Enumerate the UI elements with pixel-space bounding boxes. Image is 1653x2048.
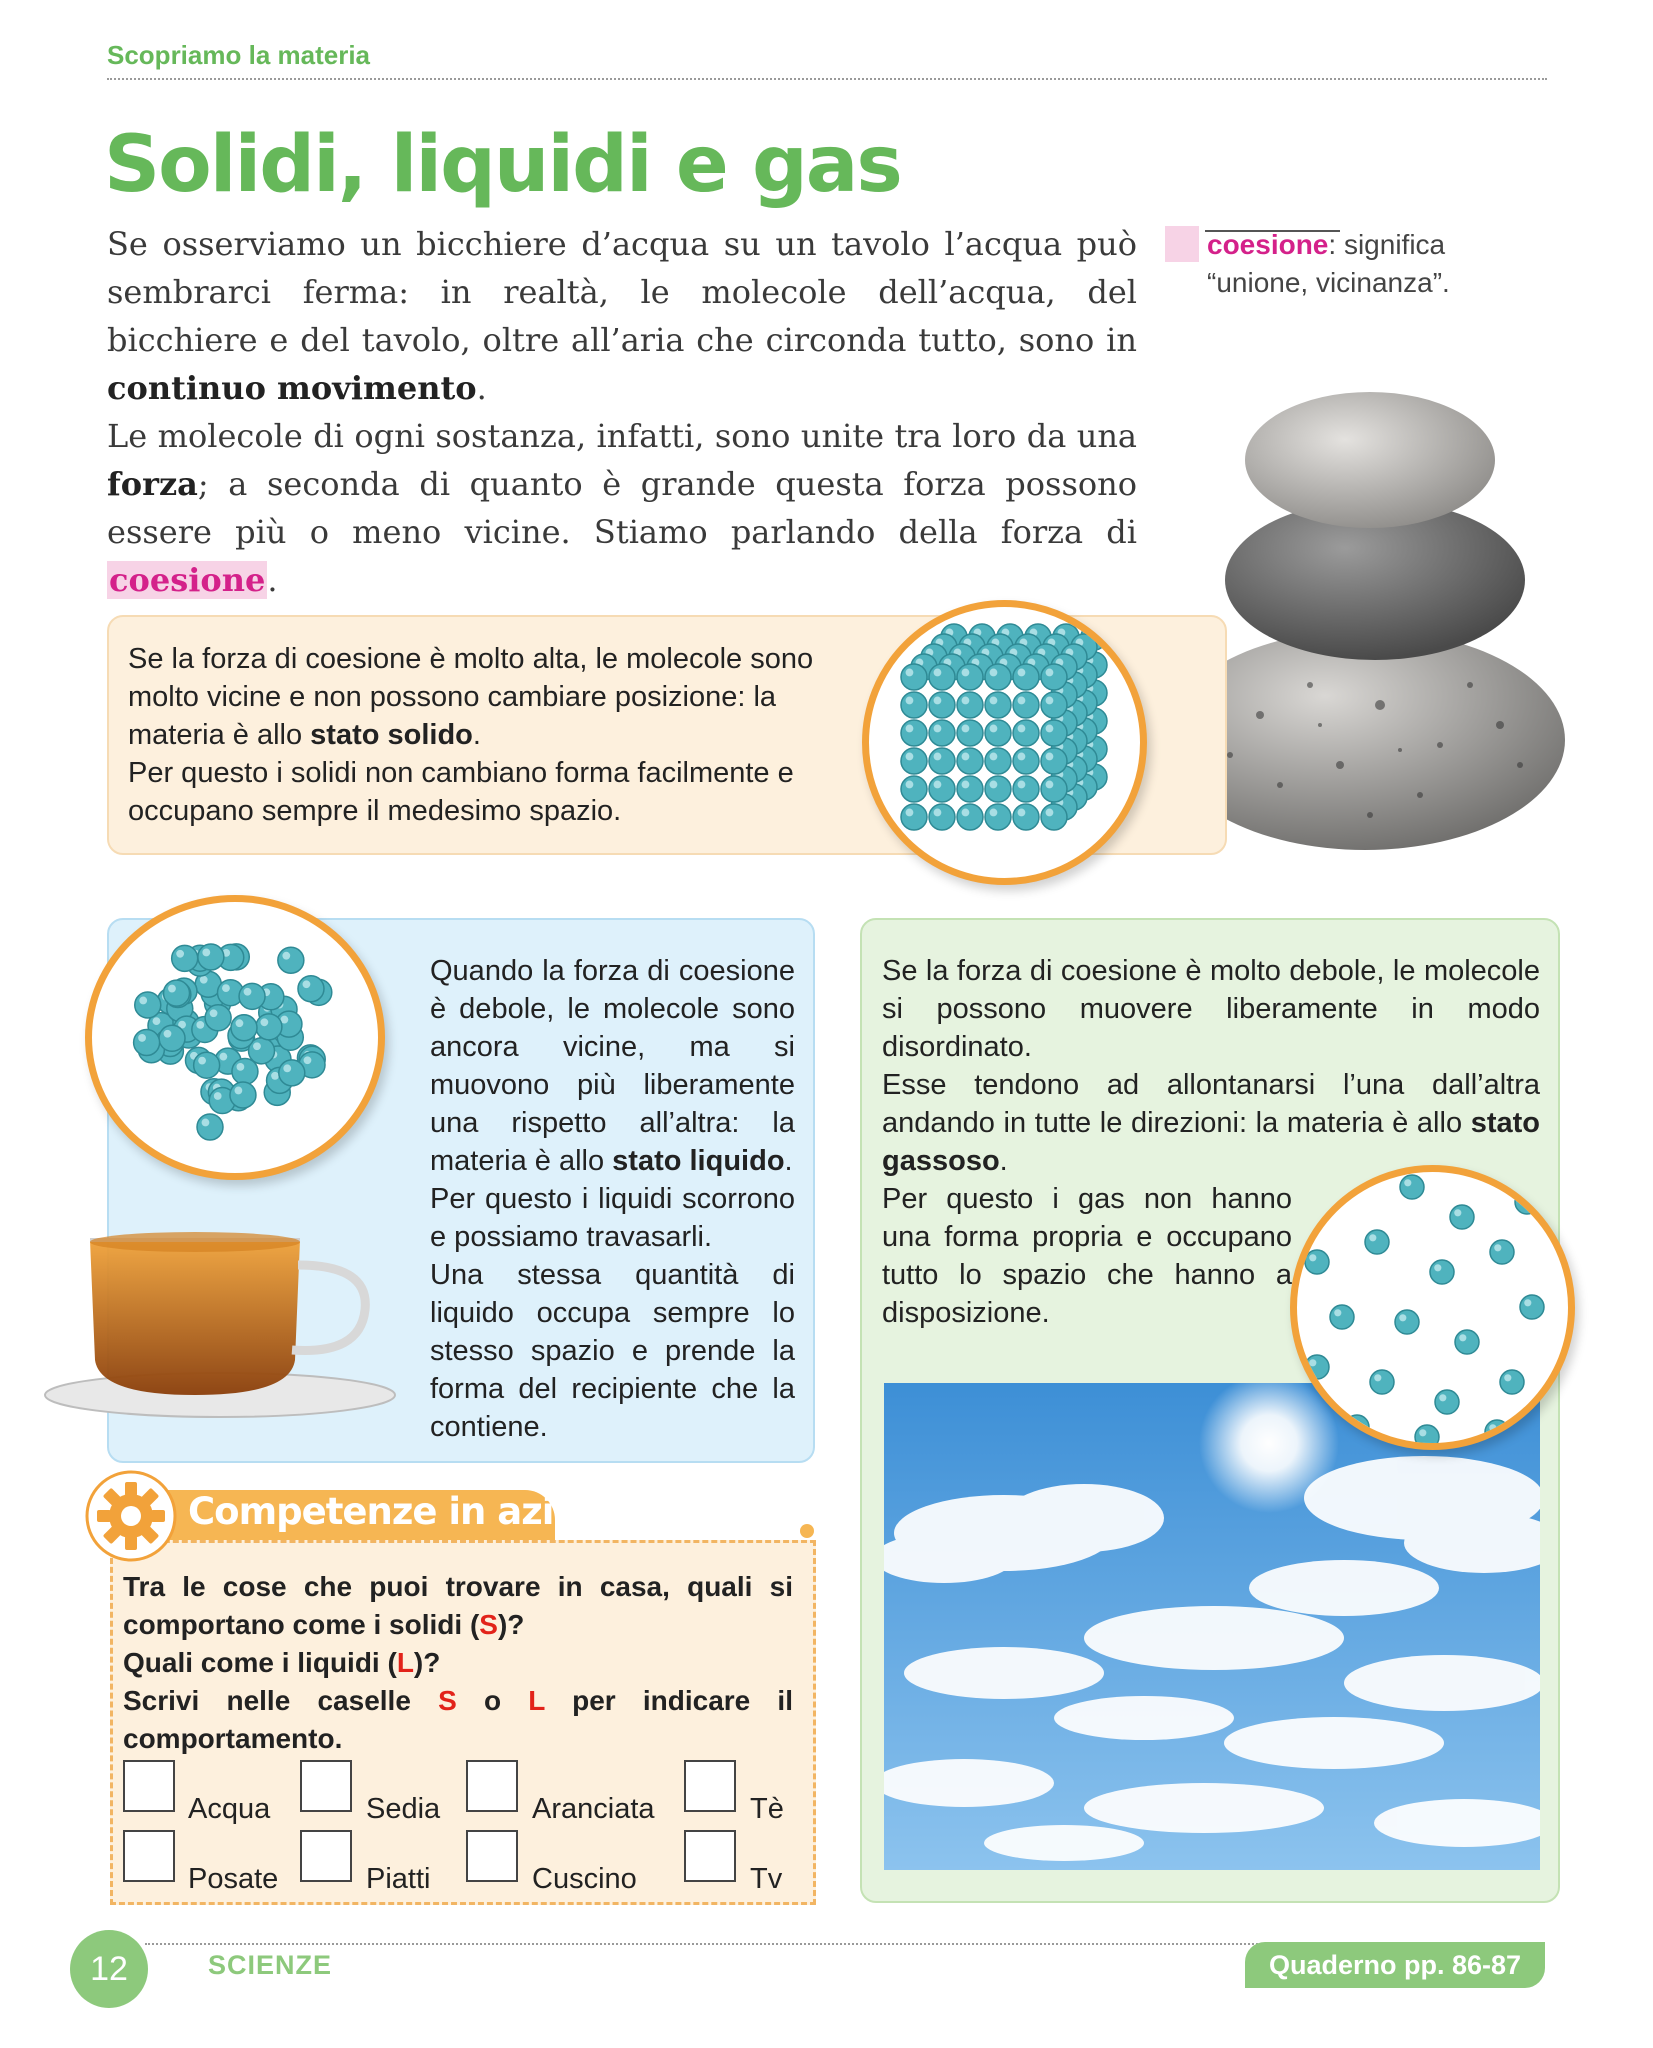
intro-paragraph-2: Le molecole di ogni sostanza, infatti, sono unite tra loro da una forza; a seconda di quanto è grande questa forza possono essere più o meno vicine. Stiamo parlando della forza di coesione. — [107, 417, 1137, 599]
checkbox-aranciata[interactable] — [466, 1760, 518, 1812]
solid-lattice-icon — [869, 607, 1140, 878]
page-title: Solidi, liquidi e gas — [104, 120, 901, 210]
checkbox-te[interactable] — [684, 1760, 736, 1812]
subject-label: SCIENZE — [208, 1950, 333, 1980]
liquid-molecules-circle — [85, 895, 385, 1180]
gas-state-text-2: Per questo i gas non hanno una forma propria e occupano tutto lo spazio che hanno a disposizione. — [882, 1183, 1292, 1329]
intro-text — [107, 220, 1137, 604]
glossary-word: coesione — [1207, 229, 1329, 260]
checkbox-sedia[interactable] — [300, 1760, 352, 1812]
checkbox-cuscino[interactable] — [466, 1830, 518, 1882]
checkbox-label-posate: Posate — [188, 1863, 279, 1895]
checkbox-label-aranciata: Aranciata — [532, 1793, 655, 1825]
liquid-state-text: Quando la forza di coesione è debole, le molecole sono ancora vicine, ma si muovono più liberamente una rispetto all’altra: la materia è allo stato liquido. Per questo i liquidi scorrono e possiamo travasarli. Una stessa quantità di liquido occupa sempre lo stesso spazio e prende la forma del recipiente che la contiene. — [430, 955, 795, 1443]
solid-molecules-circle — [862, 600, 1147, 885]
sky-clouds-icon — [884, 1383, 1540, 1870]
competenze-title: Competenze in azione — [188, 1490, 628, 1533]
gas-particles-icon — [1297, 1172, 1568, 1443]
competenze-instructions: Tra le cose che puoi trovare in casa, quali si comportano come i solidi (S)? Quali come i liquidi (L)? Scrivi nelle caselle S o L per indicare il comportamento. — [123, 1571, 793, 1754]
glossary-definition: : significa “unione, vicinanza”. — [1207, 229, 1450, 298]
checkbox-label-cuscino: Cuscino — [532, 1863, 637, 1895]
checkbox-tv[interactable] — [684, 1830, 736, 1882]
gas-molecules-circle — [1290, 1165, 1575, 1450]
checkbox-label-acqua: Acqua — [188, 1793, 271, 1825]
workbook-reference: Quaderno pp. 86-87 — [1245, 1942, 1545, 1988]
page-number: 12 — [70, 1930, 148, 2008]
solid-state-text: Se la forza di coesione è molto alta, le molecole sono molto vicine e non possono cambiare posizione: la materia è allo stato solido. Per questo i solidi non cambiano forma facilmente e occupano sempre il medesimo spazio. — [128, 643, 814, 827]
sky-image — [884, 1383, 1540, 1870]
checkbox-label-piatti: Piatti — [366, 1863, 431, 1895]
checkbox-acqua[interactable] — [123, 1760, 175, 1812]
gear-icon — [85, 1470, 177, 1562]
liquid-cluster-icon — [92, 902, 378, 1173]
checkbox-posate[interactable] — [123, 1830, 175, 1882]
intro-paragraph-1: Se osserviamo un bicchiere d’acqua su un tavolo l’acqua può sembrarci ferma: in realtà, le molecole dell’acqua, del bicchiere e del tavolo, oltre all’aria che circonda tutto, sono in continuo movimento. — [107, 225, 1137, 407]
glossary-note — [1165, 226, 1495, 302]
competenze-corner-dot — [800, 1524, 814, 1538]
checkbox-label-te: Tè — [750, 1793, 784, 1825]
checkbox-label-sedia: Sedia — [366, 1793, 441, 1825]
glossary-rule — [1205, 230, 1340, 232]
gas-state-text: Se la forza di coesione è molto debole, le molecole si possono muovere liberamente in modo disordinato. Esse tendono ad allontanarsi l’una dall’altra andando in tutte le direzioni: la materia è allo stato gassoso. — [882, 955, 1540, 1177]
checkbox-piatti[interactable] — [300, 1830, 352, 1882]
checkbox-label-tv: Tv — [750, 1863, 783, 1895]
glossary-marker — [1165, 226, 1199, 262]
highlight-coesione: coesione — [109, 561, 266, 599]
section-label: Scopriamo la materia — [107, 40, 370, 70]
header-divider — [107, 78, 1547, 80]
tea-cup-image — [30, 1210, 430, 1425]
